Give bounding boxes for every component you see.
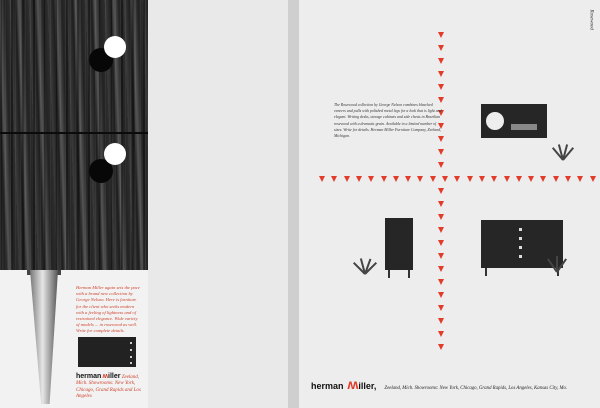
- left-page: [0, 0, 288, 408]
- chevron-mark: [438, 84, 444, 90]
- chevron-mark: [438, 253, 444, 259]
- chevron-mark: [438, 344, 444, 350]
- chevron-mark: [467, 176, 473, 182]
- clock-icon: [486, 112, 504, 130]
- chevron-mark: [438, 201, 444, 207]
- chest-photo: [78, 337, 136, 367]
- herman-miller-logo-small: [76, 374, 146, 401]
- showroom-address: Zeeland, Mich. Showrooms: New York, Chicago, Grand Rapids, Los Angeles, Kansas City, Mo.: [384, 386, 568, 391]
- chevron-mark: [368, 176, 374, 182]
- chevron-mark: [438, 279, 444, 285]
- chevron-mark: [491, 176, 497, 182]
- footer-logo-line: [311, 376, 596, 394]
- chevron-mark: [438, 162, 444, 168]
- logo-herman: herman: [311, 381, 344, 391]
- plant-icon: [351, 256, 379, 274]
- chevron-mark: [577, 176, 583, 182]
- clock-cabinet-photo: [481, 104, 547, 138]
- chevron-mark: [438, 45, 444, 51]
- right-page: [299, 0, 600, 408]
- chevron-mark: [565, 176, 571, 182]
- logo-miller: iller,: [358, 381, 377, 391]
- chevron-mark: [438, 71, 444, 77]
- chevron-mark: [442, 176, 448, 182]
- drawer-knob: [104, 143, 126, 165]
- chevron-mark: [438, 266, 444, 272]
- drawer-knob: [104, 36, 126, 58]
- chevron-mark: [438, 214, 444, 220]
- chevron-mark: [405, 176, 411, 182]
- chevron-mark: [331, 176, 337, 182]
- page-gutter: [288, 0, 299, 408]
- chevron-mark: [430, 176, 436, 182]
- chevron-mark: [438, 32, 444, 38]
- chevron-mark: [553, 176, 559, 182]
- chevron-mark: [438, 240, 444, 246]
- ad-copy: The Rosewood collection by George Nelson combines bleached veneers and pulls with polished metal legs for a look that is light and elegant. Writing desks, storage cabinets and side chests in Brazilian rosewood with a dramatic grain. Available in a limited number of sizes. Write for details. Herman Miller Furniture Company, Zeeland, Michigan.: [334, 103, 442, 139]
- logo-miller: iller: [108, 373, 121, 380]
- chevron-mark: [319, 176, 325, 182]
- logo-m-symbol: ʍ: [102, 373, 108, 380]
- drawer-seam: [0, 132, 148, 134]
- chevron-mark: [438, 331, 444, 337]
- chevron-mark: [381, 176, 387, 182]
- chevron-mark: [504, 176, 510, 182]
- tall-cabinet-photo: [385, 218, 413, 270]
- chevron-mark: [344, 176, 350, 182]
- vertical-label: Rosewood: [589, 9, 594, 30]
- chevron-mark: [438, 149, 444, 155]
- address-text: Zeeland, Mich. Showrooms: New York, Chicago, Grand Rapids and Los Angeles: [76, 375, 141, 400]
- rosewood-cabinet-front: [0, 0, 148, 270]
- plant-icon: [543, 254, 571, 272]
- ad-body-text: Herman Miller again sets the pace with a brand new collection by George Nelson. Here is furniture for the client who seeks modern with a feeling of lightness and of restrained elegance. Wide variety of models ... in rosewood as well. Write for complete details.: [76, 285, 140, 334]
- chevron-mark: [540, 176, 546, 182]
- chevron-mark: [438, 318, 444, 324]
- chevron-mark: [438, 292, 444, 298]
- logo-herman: herman: [76, 373, 102, 380]
- logo-m-symbol: ʍ: [347, 376, 359, 392]
- chevron-mark: [393, 176, 399, 182]
- chevron-mark: [356, 176, 362, 182]
- chevron-mark: [590, 176, 596, 182]
- chevron-mark: [438, 227, 444, 233]
- chevron-mark: [438, 305, 444, 311]
- chevron-mark: [516, 176, 522, 182]
- chevron-mark: [479, 176, 485, 182]
- chevron-mark: [454, 176, 460, 182]
- radio-dial: [511, 124, 537, 130]
- plant-icon: [549, 142, 577, 160]
- chevron-mark: [438, 58, 444, 64]
- chevron-mark: [438, 188, 444, 194]
- chevron-mark: [528, 176, 534, 182]
- chevron-mark: [417, 176, 423, 182]
